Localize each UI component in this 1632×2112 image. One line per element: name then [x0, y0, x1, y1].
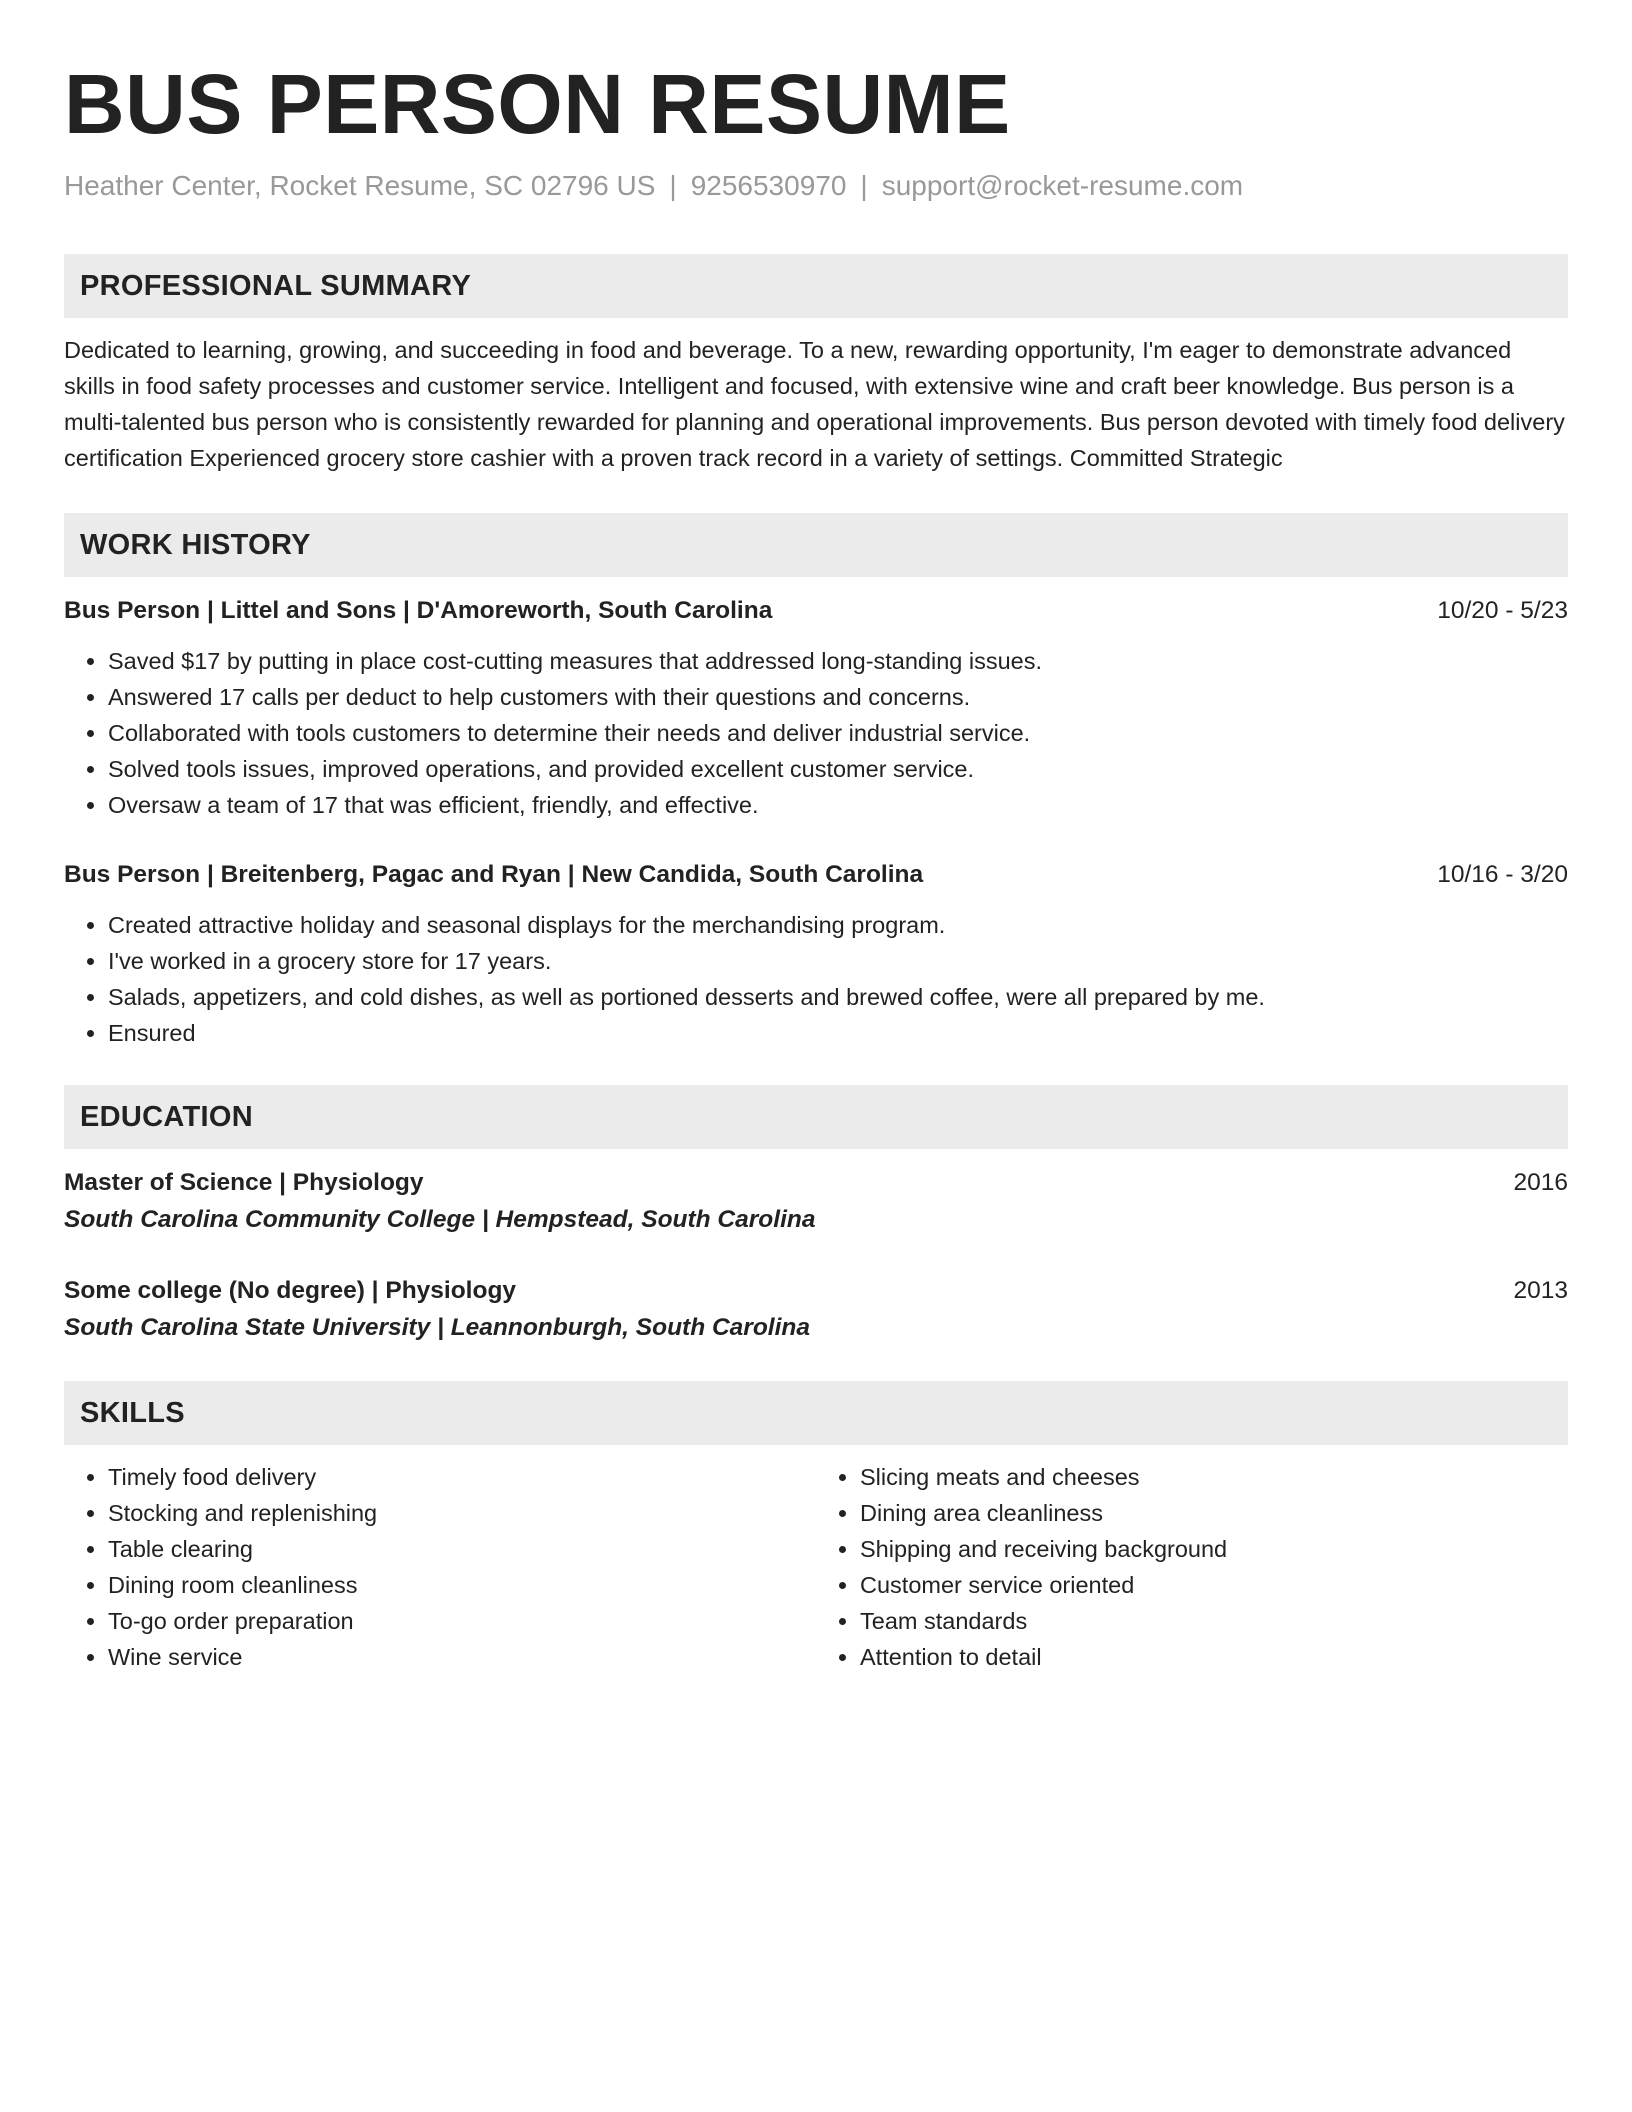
job-bullet: • Created attractive holiday and seasonal displays for the merchandising program. — [108, 907, 1568, 943]
job-bullet: • Collaborated with tools customers to determine their needs and deliver industrial service. — [108, 715, 1568, 751]
job-title: Bus Person | Breitenberg, Pagac and Ryan | New Candida, South Carolina — [64, 861, 924, 888]
education-degree: Master of Science | Physiology — [64, 1169, 424, 1196]
summary-text: Dedicated to learning, growing, and succeeding in food and beverage. To a new, rewarding opportunity, I'm eager to demonstrate advanced skills in food safety processes and customer service. Intelligent and focused, with extensive wine and craft beer knowledge. Bus person is a multi-talented bus person who is consistently rewarded for planning and operational improvements. Bus person devoted with timely food delivery certification Experienced grocery store cashier with a proven track record in a variety of settings. Committed Strategic — [64, 337, 1565, 471]
education-entry — [64, 1165, 1568, 1239]
skill-item: • Table clearing — [108, 1531, 816, 1567]
job-title: Bus Person | Littel and Sons | D'Amoreworth, South Carolina — [64, 597, 773, 624]
job-bullet: • Answered 17 calls per deduct to help customers with their questions and concerns. — [108, 679, 1568, 715]
skill-item: • Timely food delivery — [108, 1459, 816, 1495]
education-year: 2016 — [1513, 1169, 1568, 1196]
education-header — [64, 1165, 1568, 1201]
job-entry — [64, 857, 1568, 1051]
job-bullets — [64, 907, 1568, 1051]
resume-title: BUS PERSON RESUME — [64, 57, 1011, 151]
skill-item: • Stocking and replenishing — [108, 1495, 816, 1531]
education-year: 2013 — [1513, 1277, 1568, 1304]
skill-item: • Attention to detail — [860, 1639, 1568, 1675]
job-header — [64, 593, 1568, 629]
job-bullet: • Saved $17 by putting in place cost-cutting measures that addressed long-standing issues. — [108, 643, 1568, 679]
section-heading-skills: SKILLS — [64, 1381, 1568, 1445]
job-bullet: • I've worked in a grocery store for 17 years. — [108, 943, 1568, 979]
education-school: South Carolina State University | Leannonburgh, South Carolina — [64, 1314, 811, 1341]
skill-item: • Team standards — [860, 1603, 1568, 1639]
education-degree: Some college (No degree) | Physiology — [64, 1277, 517, 1304]
skill-item: • Dining room cleanliness — [108, 1567, 816, 1603]
education-header — [64, 1273, 1568, 1309]
skill-item: • Customer service oriented — [860, 1567, 1568, 1603]
job-bullet: • Salads, appetizers, and cold dishes, as well as portioned desserts and brewed coffee, were all prepared by me. — [108, 979, 1568, 1015]
contact-line — [64, 168, 1568, 204]
contact-address: Heather Center, Rocket Resume, SC 02796 US — [64, 170, 656, 201]
skills-column-left — [64, 1459, 816, 1675]
job-bullet: • Ensured — [108, 1015, 1568, 1051]
section-heading-summary: PROFESSIONAL SUMMARY — [64, 254, 1568, 318]
contact-separator: | — [860, 170, 868, 201]
skill-item: • Slicing meats and cheeses — [860, 1459, 1568, 1495]
skills-grid — [64, 1459, 1568, 1675]
skill-item: • Wine service — [108, 1639, 816, 1675]
job-bullet: • Solved tools issues, improved operations, and provided excellent customer service. — [108, 751, 1568, 787]
job-bullets — [64, 643, 1568, 823]
contact-email: support@rocket-resume.com — [881, 170, 1244, 201]
education-school: South Carolina Community College | Hempstead, South Carolina — [64, 1206, 816, 1233]
job-entry — [64, 593, 1568, 823]
skill-item: • To-go order preparation — [108, 1603, 816, 1639]
job-header — [64, 857, 1568, 893]
skill-item: • Dining area cleanliness — [860, 1495, 1568, 1531]
job-dates: 10/20 - 5/23 — [1437, 597, 1568, 624]
section-heading-work-history: WORK HISTORY — [64, 513, 1568, 577]
skills-column-right — [816, 1459, 1568, 1675]
contact-separator: | — [669, 170, 677, 201]
job-dates: 10/16 - 3/20 — [1437, 861, 1568, 888]
education-entry — [64, 1273, 1568, 1347]
job-bullet: • Oversaw a team of 17 that was efficient, friendly, and effective. — [108, 787, 1568, 823]
contact-phone: 9256530970 — [690, 170, 847, 201]
skill-item: • Shipping and receiving background — [860, 1531, 1568, 1567]
section-heading-education: EDUCATION — [64, 1085, 1568, 1149]
